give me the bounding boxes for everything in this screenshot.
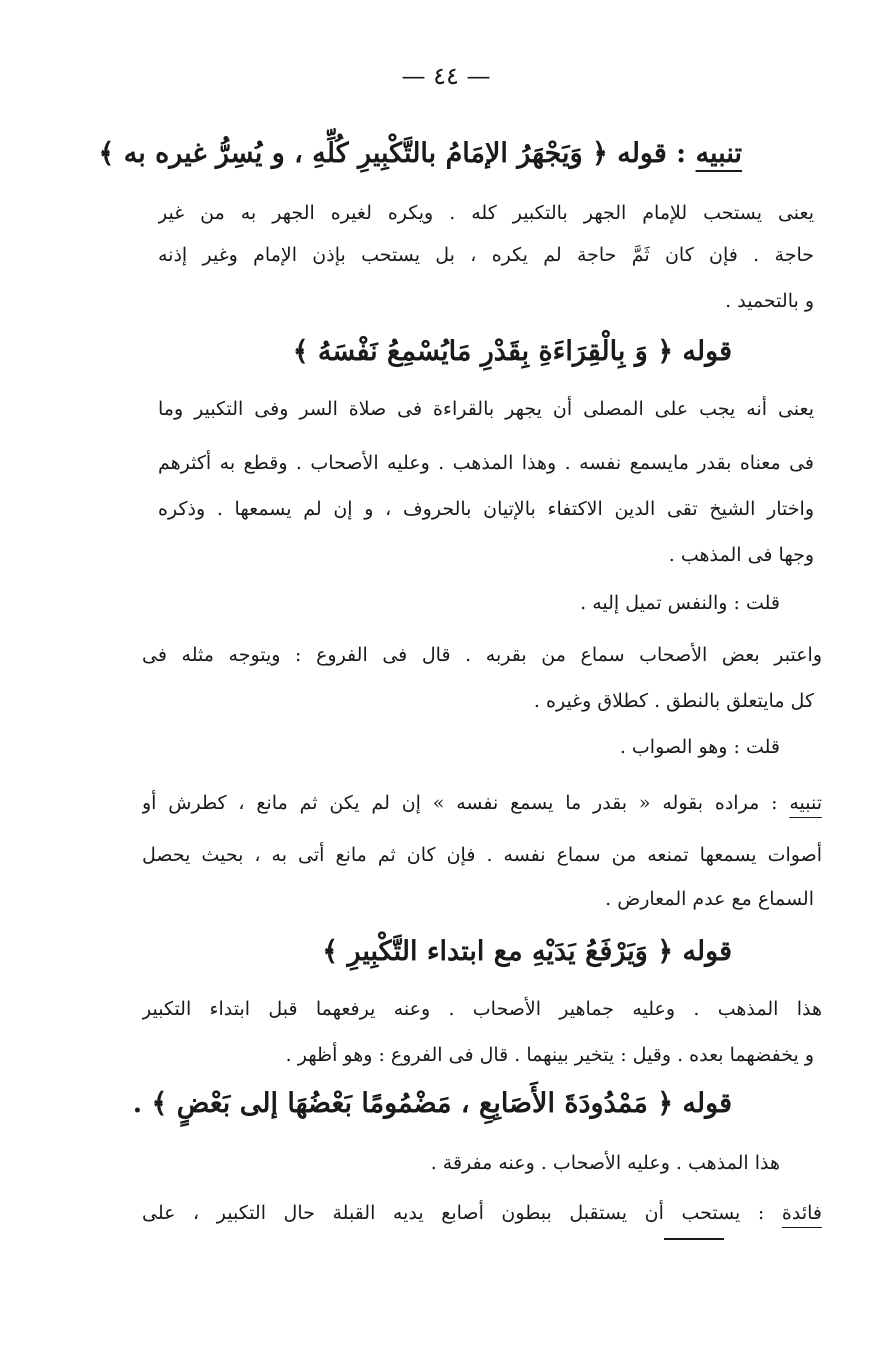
tanbih-heading-text: : قوله ﴿ وَيَجْهَرُ الإمَامُ بالتَّكْبِيرِ كُلِّهِ ، و يُسِرُّ غيره به ﴾ [98,138,696,169]
page-number: — ٤٤ — [401,62,491,90]
tanbih-note-line-3: السماع مع عدم المعارض . [605,888,814,910]
faida-label: فائدة [781,1202,822,1224]
faida-underline-rule [664,1238,724,1240]
paragraph-1-line-2: حاجة . فإن كان ثَمَّ حاجة لم يكره ، بل يستحب بإذن الإمام وغير إذنه [158,244,814,266]
tanbih-note-line-1 [142,788,822,818]
qultu-line-1: قلت : والنفس تميل إليه . [580,592,780,614]
faida-line-1 [142,1198,822,1228]
qawluhu-heading-3: قوله ﴿ وَيَرْفَعُ يَدَيْهِ مع ابتداء التَّكْبِيرِ ﴾ [322,936,732,967]
qawluhu-heading-4: قوله ﴿ مَمْدُودَةَ الأَصَابِعِ ، مَضْمُومًا بَعْضُهَا إلى بَعْضٍ ﴾ . [132,1088,732,1119]
tanbih-heading [99,134,742,174]
tanbih-note-text-1: : مراده بقوله « بقدر ما يسمع نفسه » إن لم يكن ثم مانع ، كطرش أو [142,792,790,814]
faida-text: : يستحب أن يستقبل ببطون أصابع يديه القبلة حال التكبير ، على [142,1202,782,1224]
paragraph-5-line-1: هذا المذهب . وعليه الأصحاب . وعنه مفرقة . [430,1152,780,1174]
tanbih-note-label: تنبيه [789,792,822,814]
paragraph-2-line-1: يعنى أنه يجب على المصلى أن يجهر بالقراءة فى صلاة السر وفى التكبير وما [158,398,814,420]
paragraph-1-line-1: يعنى يستحب للإمام الجهر بالتكبير كله . ويكره لغيره الجهر به من غير [158,202,814,224]
qultu-line-2: قلت : وهو الصواب . [619,736,780,758]
paragraph-3-line-1: واعتبر بعض الأصحاب سماع من بقربه . قال فى الفروع : ويتوجه مثله فى [142,644,822,666]
paragraph-3-line-2: كل مايتعلق بالنطق . كطلاق وغيره . [533,690,814,712]
qawluhu-heading-2: قوله ﴿ وَ بِالْقِرَاءَةِ بِقَدْرِ مَايُسْمِعُ نَفْسَهُ ﴾ [292,336,732,367]
paragraph-2-line-3: واختار الشيخ تقى الدين الاكتفاء بالإتيان بالحروف ، و إن لم يسمعها . وذكره [158,498,814,520]
paragraph-2-line-2: فى معناه بقدر مايسمع نفسه . وهذا المذهب . وعليه الأصحاب . وقطع به أكثرهم [158,452,814,474]
tanbih-label: تنبيه [695,138,742,169]
tanbih-note-line-2: أصوات يسمعها تمنعه من سماع نفسه . فإن كان ثم مانع أتى به ، بحيث يحصل [142,844,822,866]
paragraph-1-line-3: و بالتحميد . [725,290,814,312]
paragraph-4-line-2: و يخفضهما بعده . وقيل : يتخير بينهما . قال فى الفروع : وهو أظهر . [285,1044,814,1066]
paragraph-4-line-1: هذا المذهب . وعليه جماهير الأصحاب . وعنه يرفعهما قبل ابتداء التكبير [142,998,822,1020]
paragraph-2-line-4: وجها فى المذهب . [668,544,814,566]
